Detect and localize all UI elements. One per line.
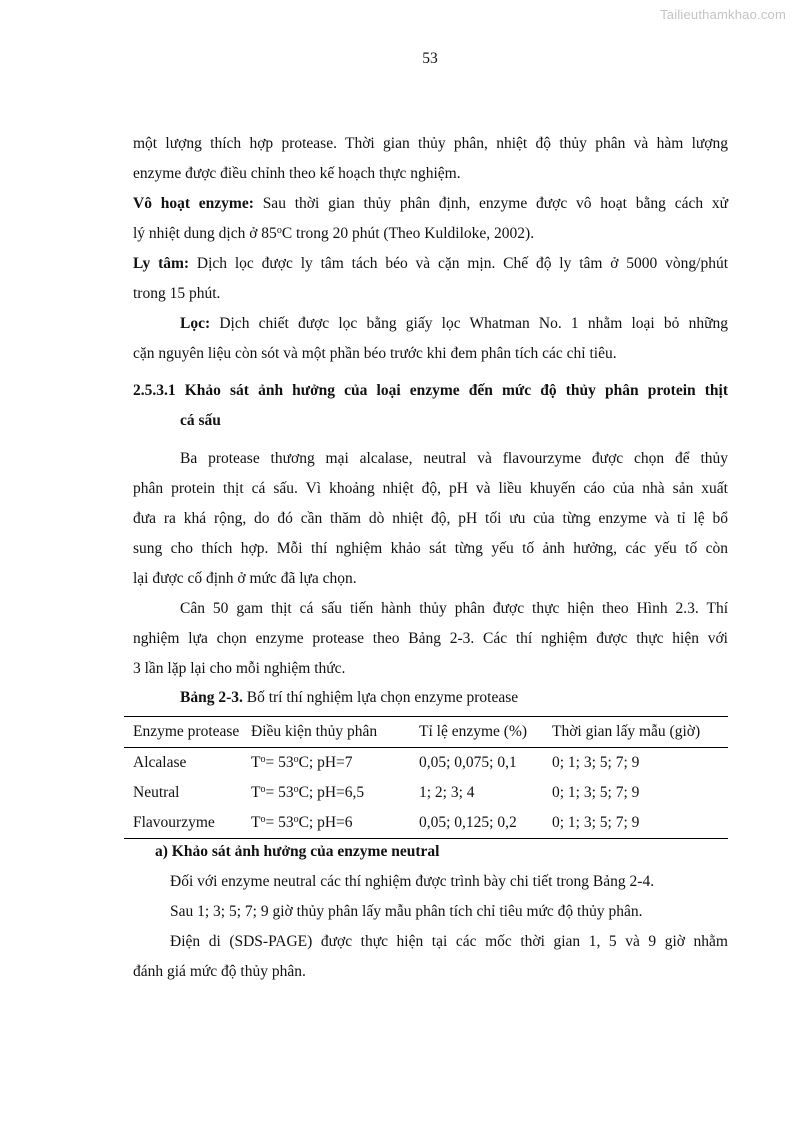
body-text: lý nhiệt dung dịch ở 85: [133, 225, 277, 242]
cond-text: C; pH=7: [298, 754, 353, 771]
table-caption: [180, 689, 518, 707]
cond-text: = 53: [265, 814, 294, 831]
cond-text: T: [251, 754, 261, 771]
table-row: [124, 748, 728, 779]
cell-enzyme: Alcalase: [133, 754, 187, 771]
body-text-line: một lượng thích hợp protease. Thời gian thủy phân, nhiệt độ thủy phân và hàm lượng: [133, 135, 728, 152]
body-text: C trong 20 phút (Theo Kuldiloke, 2002).: [281, 225, 535, 242]
body-text-line: enzyme được điều chỉnh theo kế hoạch thực nghiệm.: [133, 165, 461, 182]
header-time: Thời gian lấy mẫu (giờ): [552, 717, 728, 748]
body-text-line: lại được cố định ở mức đã lựa chọn.: [133, 570, 357, 587]
enzyme-table: [124, 716, 728, 839]
centrifuge-label: Ly tâm:: [133, 255, 190, 272]
degree-superscript: o: [260, 754, 266, 765]
body-text-line: Cân 50 gam thịt cá sấu tiến hành thủy phân được thực hiện theo Hình 2.3. Thí: [180, 600, 728, 617]
cell-enzyme: Flavourzyme: [124, 808, 251, 839]
section-heading-cont: [180, 411, 728, 431]
section-heading: [133, 381, 728, 401]
cell-time: 0; 1; 3; 5; 7; 9: [552, 754, 640, 771]
table-header-row: [124, 717, 728, 748]
degree-superscript: o: [260, 784, 266, 795]
sub-heading-text: a) Khảo sát ảnh hưởng của enzyme neutral: [155, 843, 440, 860]
table-caption-label: Bảng 2-3.: [180, 689, 243, 706]
cell-condition: [251, 808, 419, 839]
filter-label: Lọc:: [180, 315, 211, 332]
degree-superscript: o: [260, 814, 266, 825]
table-caption-text: Bố trí thí nghiệm lựa chọn enzyme protease: [242, 689, 519, 706]
body-text-line: trong 15 phút.: [133, 285, 221, 302]
body-text-line: đánh giá mức độ thủy phân.: [133, 963, 306, 980]
cell-enzyme: Neutral: [133, 784, 180, 801]
centrifuge-paragraph: [133, 254, 728, 274]
cond-text: C; pH=6: [298, 814, 353, 831]
header-ratio: Tỉ lệ enzyme (%): [419, 717, 552, 748]
sub-heading: [155, 842, 728, 862]
watermark: Tailieuthamkhao.com: [660, 7, 786, 22]
cell-ratio: 0,05; 0,075; 0,1: [419, 754, 517, 771]
body-text-line: nghiệm lựa chọn enzyme protease theo Bảng 2-3. Các thí nghiệm được thực hiện với: [133, 630, 728, 647]
cell-time: 0; 1; 3; 5; 7; 9: [552, 784, 640, 801]
body-text: Dịch chiết được lọc bằng giấy lọc Whatman No. 1 nhằm loại bỏ những: [219, 315, 728, 332]
inactivation-paragraph: [133, 194, 728, 214]
body-text-line: [133, 224, 728, 244]
body-text: Sau thời gian thủy phân định, enzyme được vô hoạt bằng cách xử: [262, 195, 729, 212]
header-condition: Điều kiện thủy phân: [251, 717, 419, 748]
header-enzyme: Enzyme protease: [124, 717, 251, 748]
degree-superscript: o: [293, 814, 299, 825]
body-text-line: 3 lần lặp lại cho mỗi nghiệm thức.: [133, 660, 346, 677]
section-heading-text: 2.5.3.1 Khảo sát ảnh hưởng của loại enzyme đến mức độ thủy phân protein thịt: [133, 382, 728, 399]
table-row: [124, 808, 728, 839]
body-text-line: phân protein thịt cá sấu. Vì khoảng nhiệt độ, pH và liều khuyến cáo của nhà sản xuất: [133, 480, 728, 497]
section-heading-text: cá sấu: [180, 412, 221, 429]
degree-superscript: o: [293, 784, 299, 795]
cond-text: = 53: [265, 754, 294, 771]
body-text-line: Đối với enzyme neutral các thí nghiệm được trình bày chi tiết trong Bảng 2-4.: [170, 873, 655, 890]
cell-time: 0; 1; 3; 5; 7; 9: [552, 808, 728, 839]
page-number: 53: [422, 50, 438, 67]
body-text-line: Sau 1; 3; 5; 7; 9 giờ thủy phân lấy mẫu phân tích chỉ tiêu mức độ thủy phân.: [170, 903, 643, 920]
cell-condition: [251, 778, 419, 808]
cond-text: C; pH=6,5: [298, 784, 365, 801]
body-text-line: đưa ra khá rộng, do đó cần thăm dò nhiệt độ, pH tối ưu của từng enzyme và tỉ lệ bổ: [133, 510, 728, 527]
filter-paragraph: [180, 314, 728, 334]
body-text-line: Ba protease thương mại alcalase, neutral và flavourzyme được chọn để thủy: [180, 450, 728, 467]
cond-text: = 53: [265, 784, 294, 801]
cell-ratio: 0,05; 0,125; 0,2: [419, 808, 552, 839]
body-text: Dịch lọc được ly tâm tách béo và cặn mịn. Chế độ ly tâm ở 5000 vòng/phút: [196, 255, 729, 272]
table-row: [124, 778, 728, 808]
cond-text: T: [251, 814, 261, 831]
cell-ratio: 1; 2; 3; 4: [419, 784, 475, 801]
inactivation-label: Vô hoạt enzyme:: [133, 195, 254, 212]
body-text-line: cặn nguyên liệu còn sót và một phần béo trước khi đem phân tích các chỉ tiêu.: [133, 345, 617, 362]
cond-text: T: [251, 784, 261, 801]
body-text-line: Điện di (SDS-PAGE) được thực hiện tại các mốc thời gian 1, 5 và 9 giờ nhằm: [170, 933, 728, 950]
degree-superscript: o: [276, 225, 282, 236]
body-text-line: sung cho thích hợp. Mỗi thí nghiệm khảo sát từng yếu tố ảnh hưởng, các yếu tố còn: [133, 540, 728, 557]
cell-condition: [251, 748, 419, 779]
degree-superscript: o: [293, 754, 299, 765]
